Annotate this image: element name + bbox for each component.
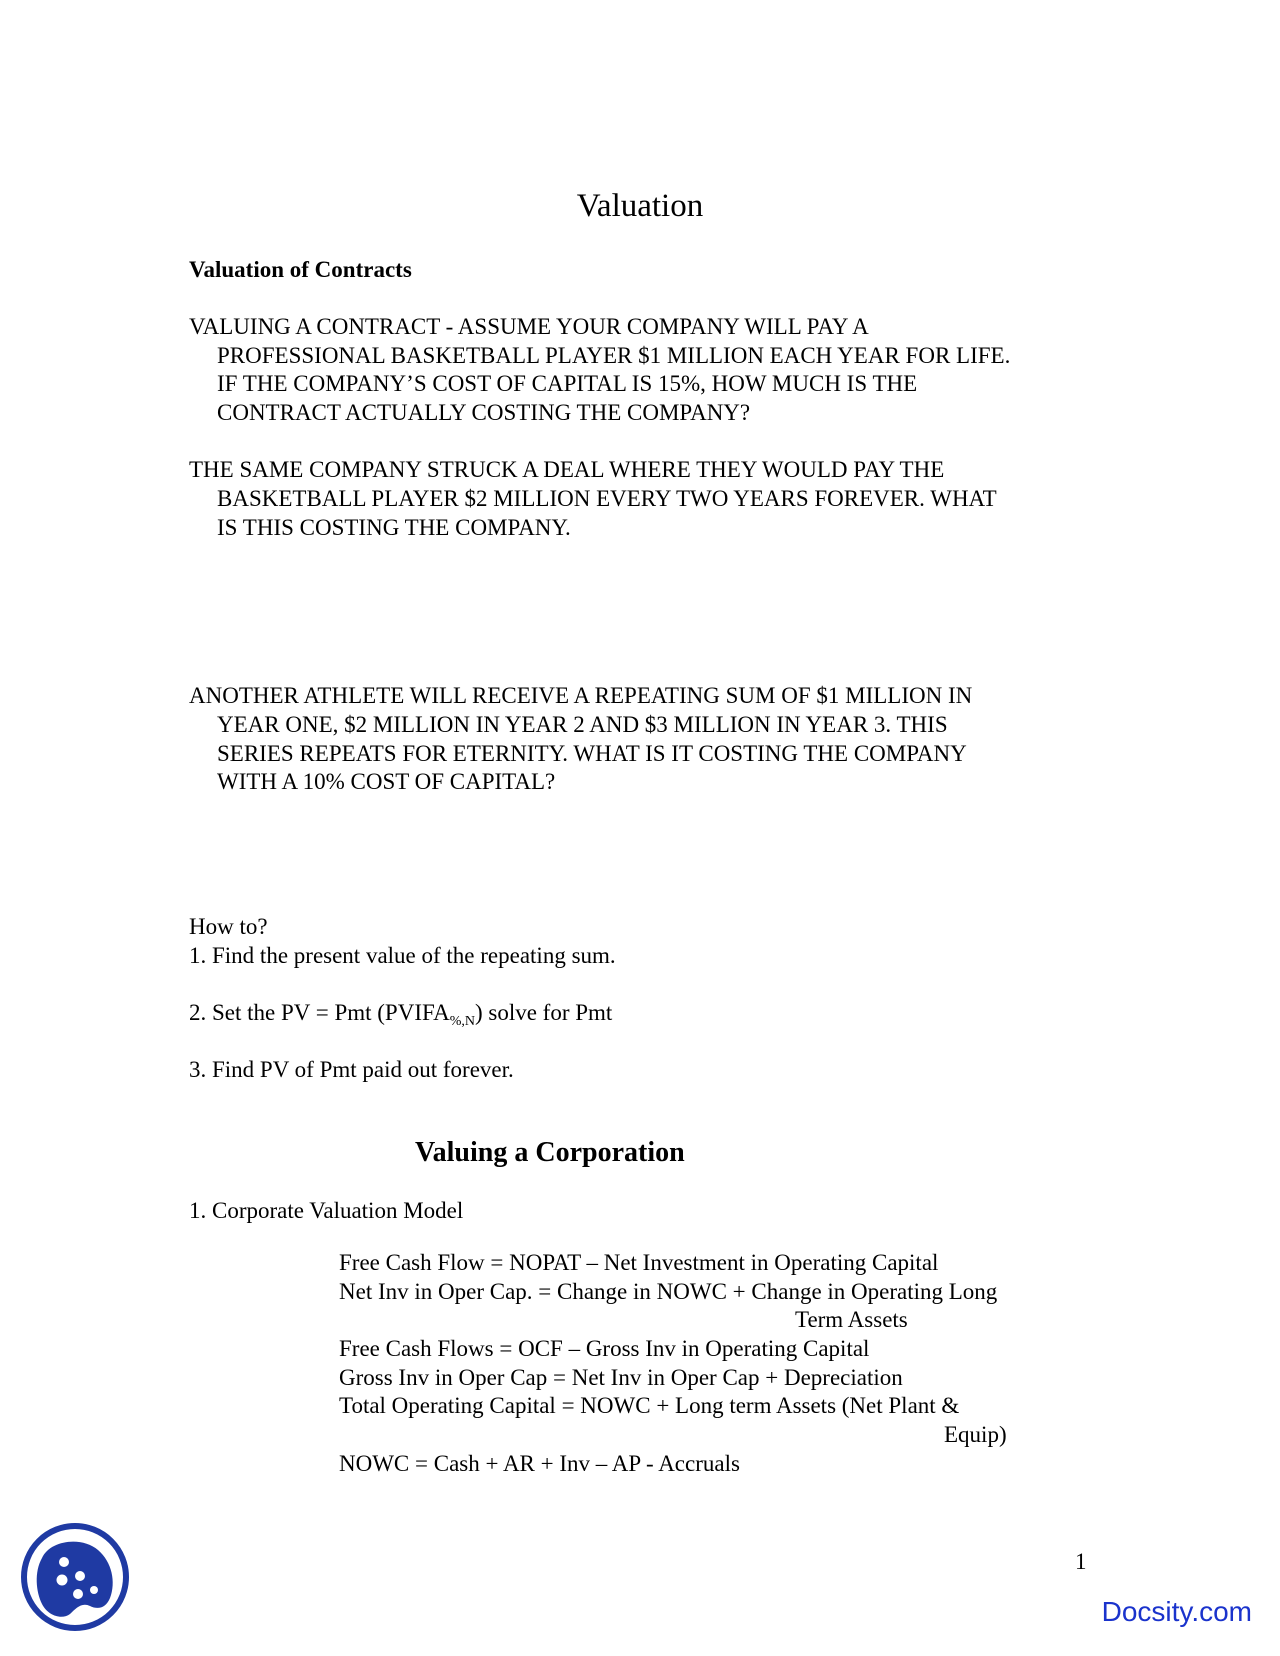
formula-total-operating-capital-cont: Equip) (944, 1422, 1007, 1447)
problem-2-line: THE SAME COMPANY STRUCK A DEAL WHERE THEY WOULD PAY THE (189, 457, 945, 482)
docsity-brand-link[interactable]: Docsity.com (1101, 1596, 1252, 1627)
problem-2-line: IS THIS COSTING THE COMPANY. (217, 515, 571, 540)
how-to-heading: How to? (189, 914, 268, 939)
formula-net-inv-oper-cap: Net Inv in Oper Cap. = Change in NOWC + Change in Operating Long (339, 1279, 998, 1304)
document-title: Valuation (576, 188, 704, 224)
how-to-step-2 (189, 999, 612, 1037)
problem-3-line: YEAR ONE, $2 MILLION IN YEAR 2 AND $3 MILLION IN YEAR 3. THIS (217, 712, 948, 737)
docsity-logo-icon[interactable] (20, 1522, 130, 1632)
formula-gross-inv-oper-cap: Gross Inv in Oper Cap = Net Inv in Oper Cap + Depreciation (339, 1365, 903, 1390)
problem-1-line: VALUING A CONTRACT - ASSUME YOUR COMPANY WILL PAY A (189, 314, 869, 339)
section-heading-corporation: Valuing a Corporation (415, 1137, 685, 1168)
docsity-logo-graphic (20, 1522, 130, 1632)
problem-1-line: IF THE COMPANY’S COST OF CAPITAL IS 15%, HOW MUCH IS THE (217, 371, 918, 396)
formula-free-cash-flow: Free Cash Flow = NOPAT – Net Investment in Operating Capital (339, 1250, 939, 1275)
formula-nowc: NOWC = Cash + AR + Inv – AP - Accruals (339, 1451, 740, 1476)
problem-3-line: ANOTHER ATHLETE WILL RECEIVE A REPEATING SUM OF $1 MILLION IN (189, 683, 973, 708)
problem-2-line: BASKETBALL PLAYER $2 MILLION EVERY TWO YEARS FOREVER. WHAT (217, 486, 997, 511)
problem-1-line: PROFESSIONAL BASKETBALL PLAYER $1 MILLION EACH YEAR FOR LIFE. (217, 343, 1011, 368)
how-to-step-1: 1. Find the present value of the repeating sum. (189, 943, 616, 968)
model-list-item: 1. Corporate Valuation Model (189, 1198, 464, 1223)
step-2-subscript: %,N (449, 1014, 475, 1029)
page-number: 1 (1075, 1549, 1087, 1574)
formula-total-operating-capital: Total Operating Capital = NOWC + Long term Assets (Net Plant & (339, 1393, 960, 1418)
how-to-step-3: 3. Find PV of Pmt paid out forever. (189, 1057, 514, 1082)
section-heading-contracts: Valuation of Contracts (189, 257, 412, 282)
step-2-suffix: ) solve for Pmt (474, 1000, 613, 1025)
formula-free-cash-flows-ocf: Free Cash Flows = OCF – Gross Inv in Operating Capital (339, 1336, 870, 1361)
problem-3-line: SERIES REPEATS FOR ETERNITY. WHAT IS IT COSTING THE COMPANY (217, 741, 967, 766)
step-2-prefix: 2. Set the PV = Pmt (PVIFA (189, 1000, 450, 1025)
problem-3-line: WITH A 10% COST OF CAPITAL? (217, 769, 556, 794)
formula-net-inv-oper-cap-cont: Term Assets (795, 1307, 908, 1332)
problem-1-line: CONTRACT ACTUALLY COSTING THE COMPANY? (217, 400, 751, 425)
